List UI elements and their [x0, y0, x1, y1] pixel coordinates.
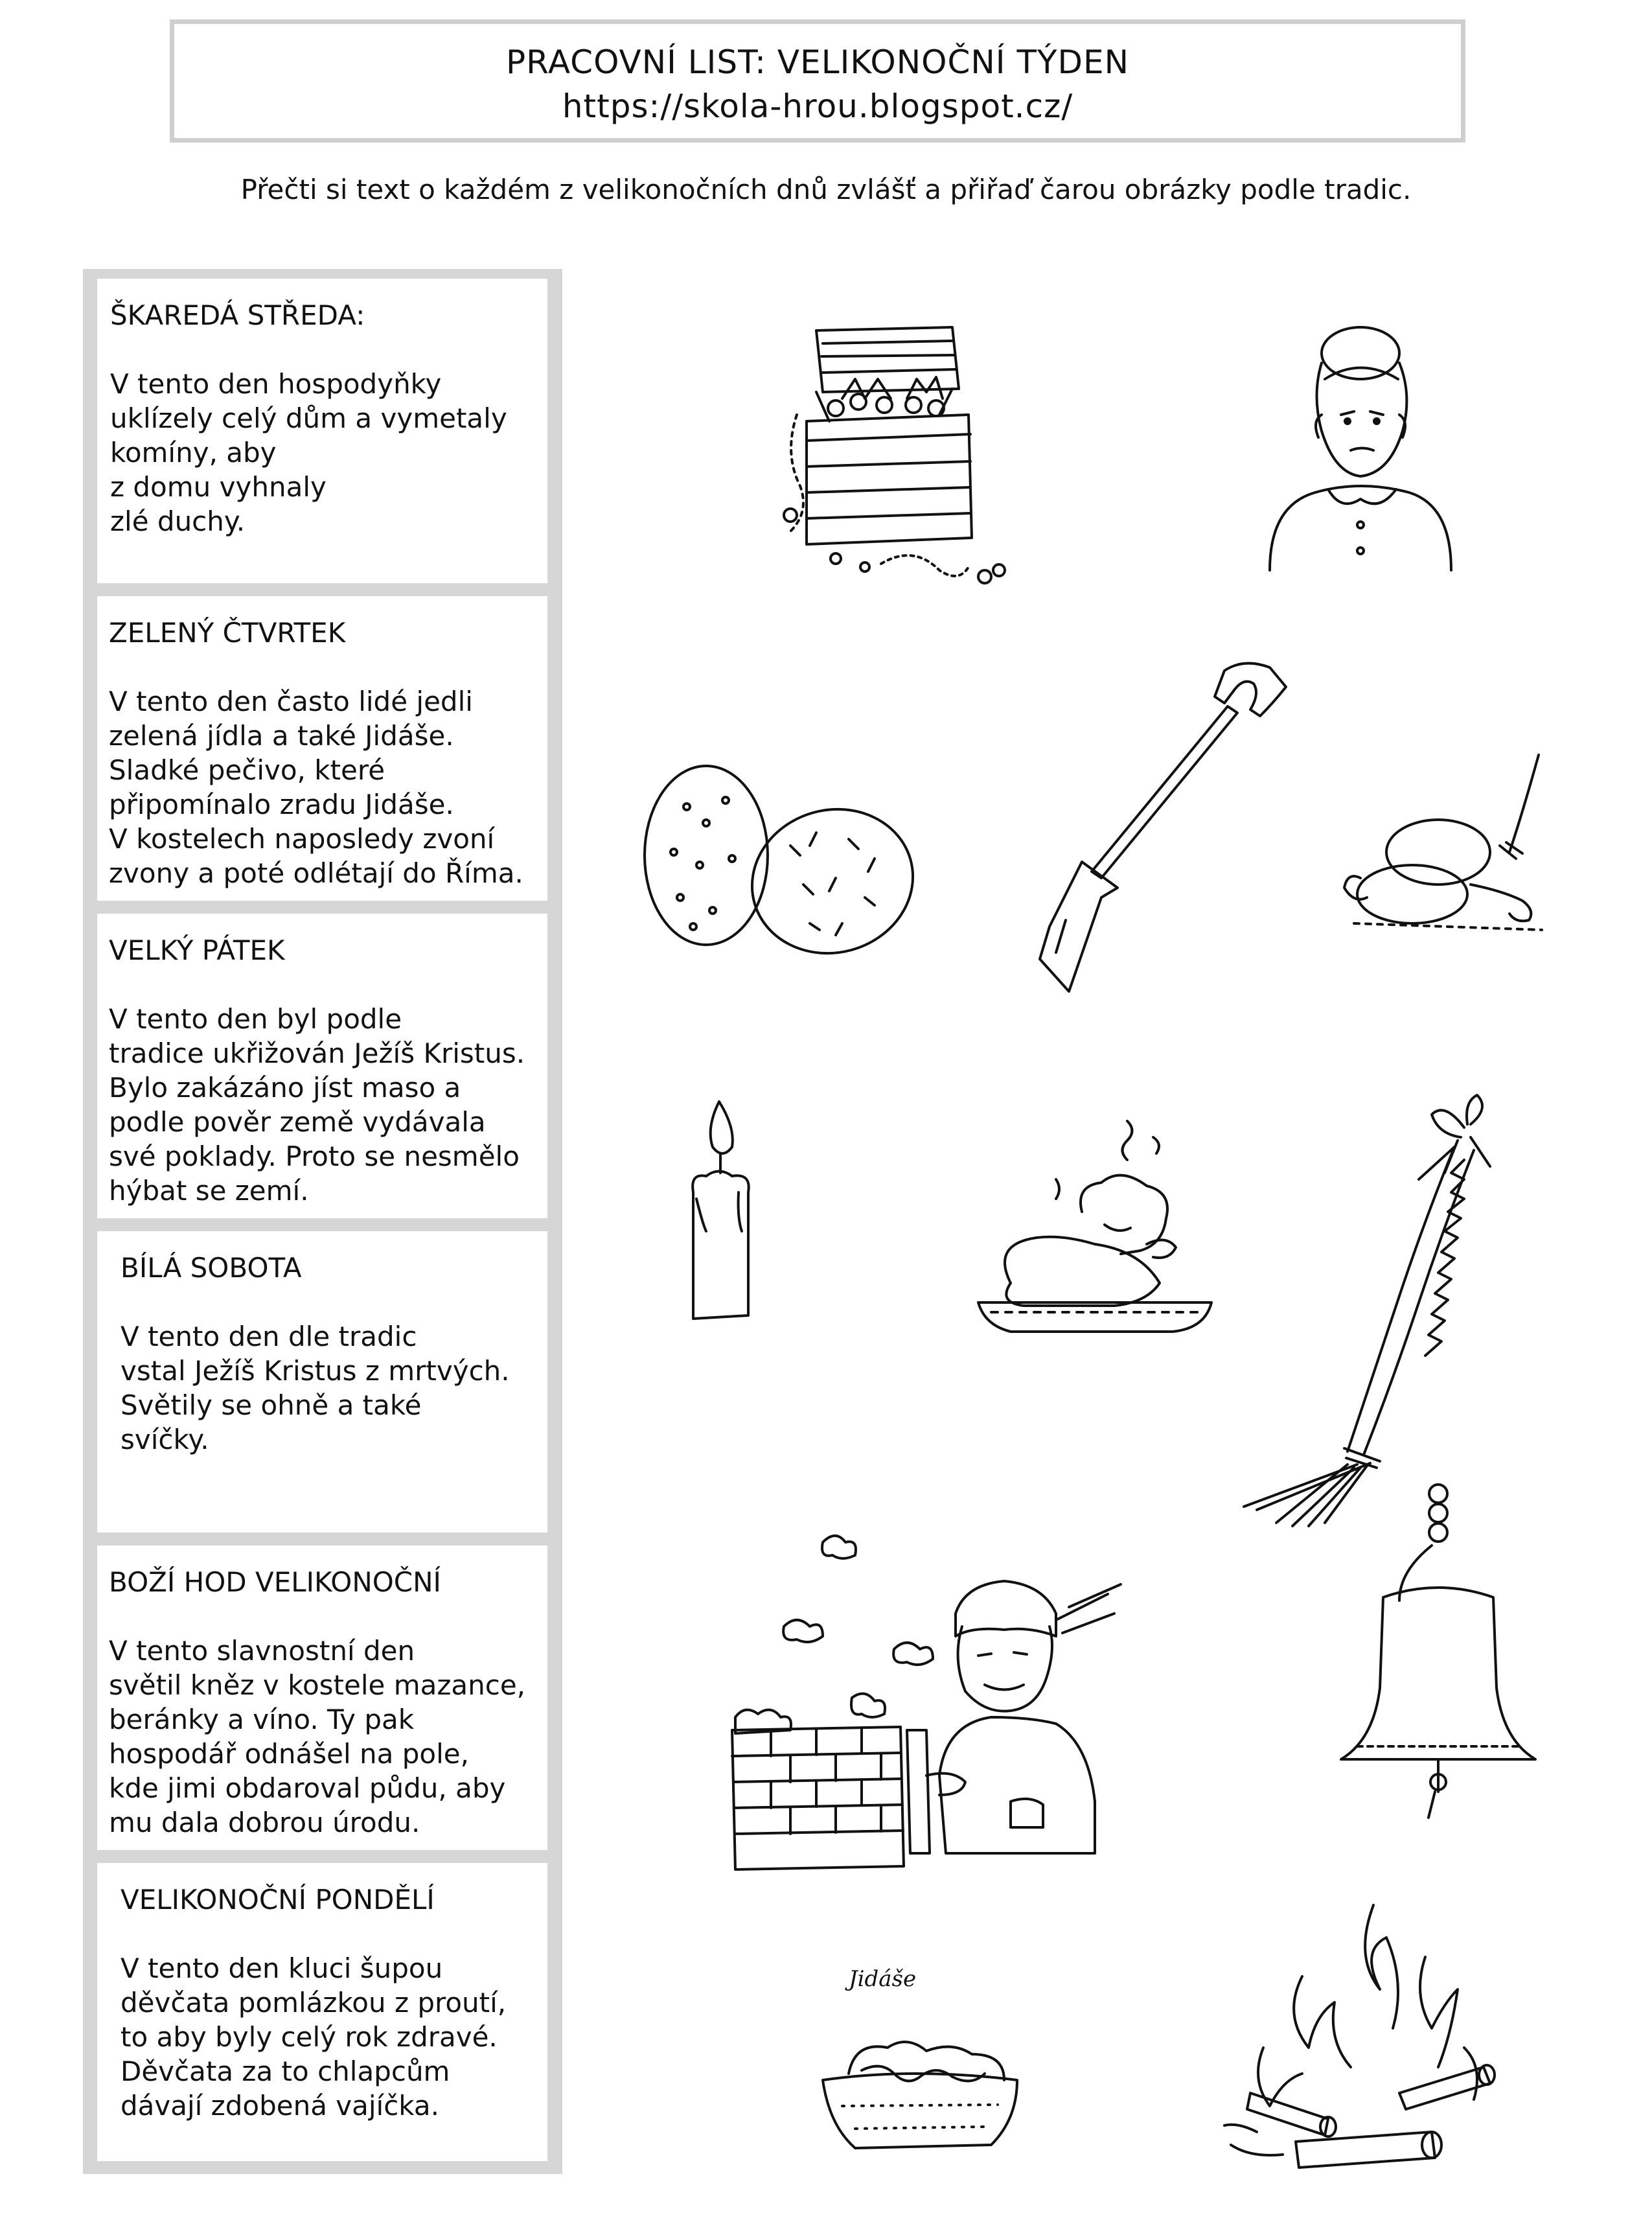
- day-box-bozi-hod: [97, 1545, 547, 1850]
- day-text: V tento den kluci šupou děvčata pomlázkou z proutí, to aby byly celý rok zdravé. Děvčata za to chlapcům dávají zdobená vajíčka.: [120, 1952, 507, 2122]
- instruction-text: Přečti si text o každém z velikonočních dnů zvlášť a přiřaď čarou obrázky podle tradic.: [240, 174, 1412, 205]
- day-text: V tento den byl podle tradice ukřižován Ježíš Kristus. Bylo zakázáno jíst maso a podle pověr země vydávala své poklady. Proto se nesmělo hýbat se zemí.: [109, 1003, 525, 1207]
- day-box-velky-patek: [97, 914, 547, 1218]
- worksheet-header: [170, 19, 1465, 143]
- day-title: VELIKONOČNÍ PONDĚLÍ: [120, 1884, 435, 1915]
- jidase-label: Jidáše: [849, 1966, 917, 1992]
- day-title: ŠKAREDÁ STŘEDA:: [110, 299, 365, 331]
- day-title: VELKÝ PÁTEK: [109, 934, 285, 966]
- day-text: V tento den dle tradic vstal Ježíš Kristus z mrtvých. Světily se ohně a také svíčky.: [120, 1321, 510, 1455]
- day-box-skareda-streda: [97, 279, 547, 583]
- day-box-bila-sobota: [97, 1231, 547, 1533]
- day-title: BÍLÁ SOBOTA: [120, 1252, 302, 1284]
- worksheet-title: PRACOVNÍ LIST: VELIKONOČNÍ TÝDEN: [505, 43, 1130, 81]
- days-column: [83, 269, 562, 2174]
- shovel-illustration: [1030, 654, 1302, 1004]
- roasted-meat-illustration: [1335, 748, 1561, 936]
- housewife-illustration: [1250, 318, 1471, 583]
- day-title: ZELENÝ ČTVRTEK: [109, 617, 346, 649]
- day-text: V tento den hospodyňky uklízely celý dům a vymetaly komíny, aby z domu vyhnaly zlé duchy.: [110, 368, 507, 537]
- bonfire-illustration: [1211, 1899, 1516, 2184]
- church-bell-illustration: [1322, 1481, 1542, 1818]
- chimney-sweep-illustration: [706, 1529, 1127, 1873]
- day-text: V tento slavnostní den světil kněz v kostele mazance, beránky a víno. Ty pak hospodář odnášel na pole, kde jimi obdaroval půdu, aby mu dala dobrou úrodu.: [109, 1635, 526, 1838]
- jidase-pastry-illustration: [797, 1957, 1043, 2164]
- day-box-velikonocni-pondeli: [97, 1863, 547, 2161]
- candle-illustration: [667, 1095, 764, 1328]
- day-text: V tento den často lidé jedli zelená jídla a také Jidáše. Sladké pečivo, které připomínalo zradu Jidáše. V kostelech naposledy zvoní zvony a poté odlétají do Říma.: [109, 686, 523, 889]
- day-box-zeleny-ctvrtek: [97, 596, 547, 901]
- easter-lamb-illustration: [952, 1115, 1231, 1348]
- treasure-chest-illustration: [745, 318, 1037, 596]
- day-title: BOŽÍ HOD VELIKONOČNÍ: [109, 1566, 441, 1598]
- braided-whip-illustration: [1231, 1089, 1529, 1529]
- worksheet-url: https://skola-hrou.blogspot.cz/: [562, 87, 1073, 125]
- decorated-eggs-illustration: [641, 761, 926, 962]
